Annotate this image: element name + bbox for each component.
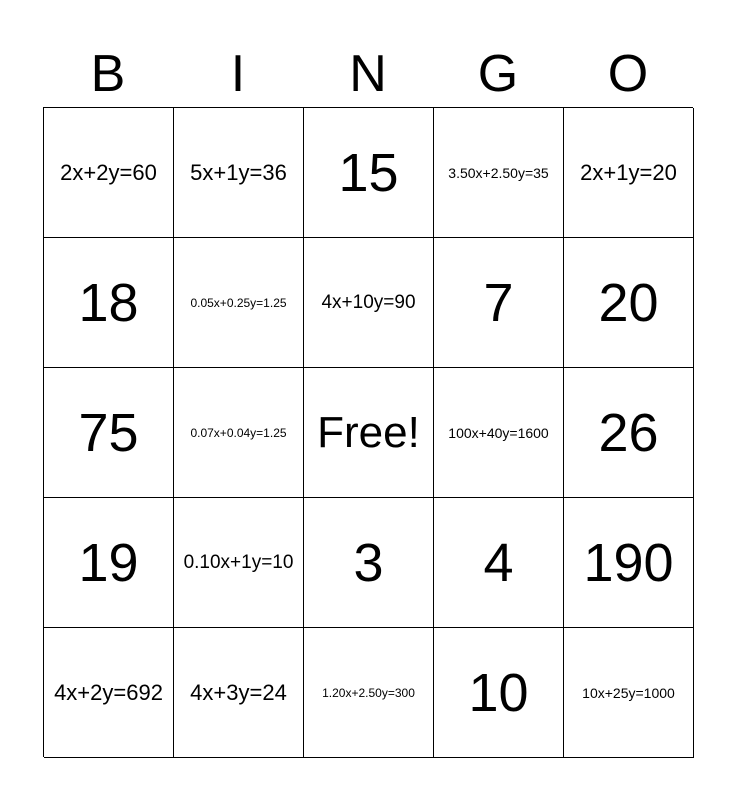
bingo-free-space: Free!	[304, 368, 434, 498]
bingo-cell-r2-c4: 7	[434, 238, 564, 368]
bingo-cell-r5-c5: 10x+25y=1000	[564, 628, 694, 758]
bingo-board	[43, 107, 693, 757]
bingo-cell-r4-c4: 4	[434, 498, 564, 628]
bingo-cell-r3-c4: 100x+40y=1600	[434, 368, 564, 498]
bingo-cell-r3-c1: 75	[44, 368, 174, 498]
bingo-cell-r2-c5: 20	[564, 238, 694, 368]
bingo-cell-r1-c1: 2x+2y=60	[44, 108, 174, 238]
bingo-cell-r1-c3: 15	[304, 108, 434, 238]
header-letter-g: G	[477, 45, 519, 103]
bingo-cell-r2-c3: 4x+10y=90	[304, 238, 434, 368]
bingo-cell-r5-c2: 4x+3y=24	[174, 628, 304, 758]
bingo-cell-r5-c3: 1.20x+2.50y=300	[304, 628, 434, 758]
bingo-cell-r4-c3: 3	[304, 498, 434, 628]
bingo-cell-r3-c2: 0.07x+0.04y=1.25	[174, 368, 304, 498]
bingo-cell-r1-c2: 5x+1y=36	[174, 108, 304, 238]
bingo-header	[43, 40, 693, 108]
bingo-cell-r1-c5: 2x+1y=20	[564, 108, 694, 238]
bingo-cell-r1-c4: 3.50x+2.50y=35	[434, 108, 564, 238]
bingo-cell-r5-c4: 10	[434, 628, 564, 758]
bingo-cell-r2-c1: 18	[44, 238, 174, 368]
bingo-cell-r5-c1: 4x+2y=692	[44, 628, 174, 758]
header-letter-b: B	[90, 45, 126, 103]
header-letter-i: I	[230, 45, 246, 103]
bingo-cell-r4-c2: 0.10x+1y=10	[174, 498, 304, 628]
bingo-cell-r4-c5: 190	[564, 498, 694, 628]
header-letter-o: O	[607, 45, 649, 103]
bingo-cell-r3-c5: 26	[564, 368, 694, 498]
bingo-cell-r2-c2: 0.05x+0.25y=1.25	[174, 238, 304, 368]
header-letter-n: N	[349, 45, 387, 103]
bingo-cell-r4-c1: 19	[44, 498, 174, 628]
